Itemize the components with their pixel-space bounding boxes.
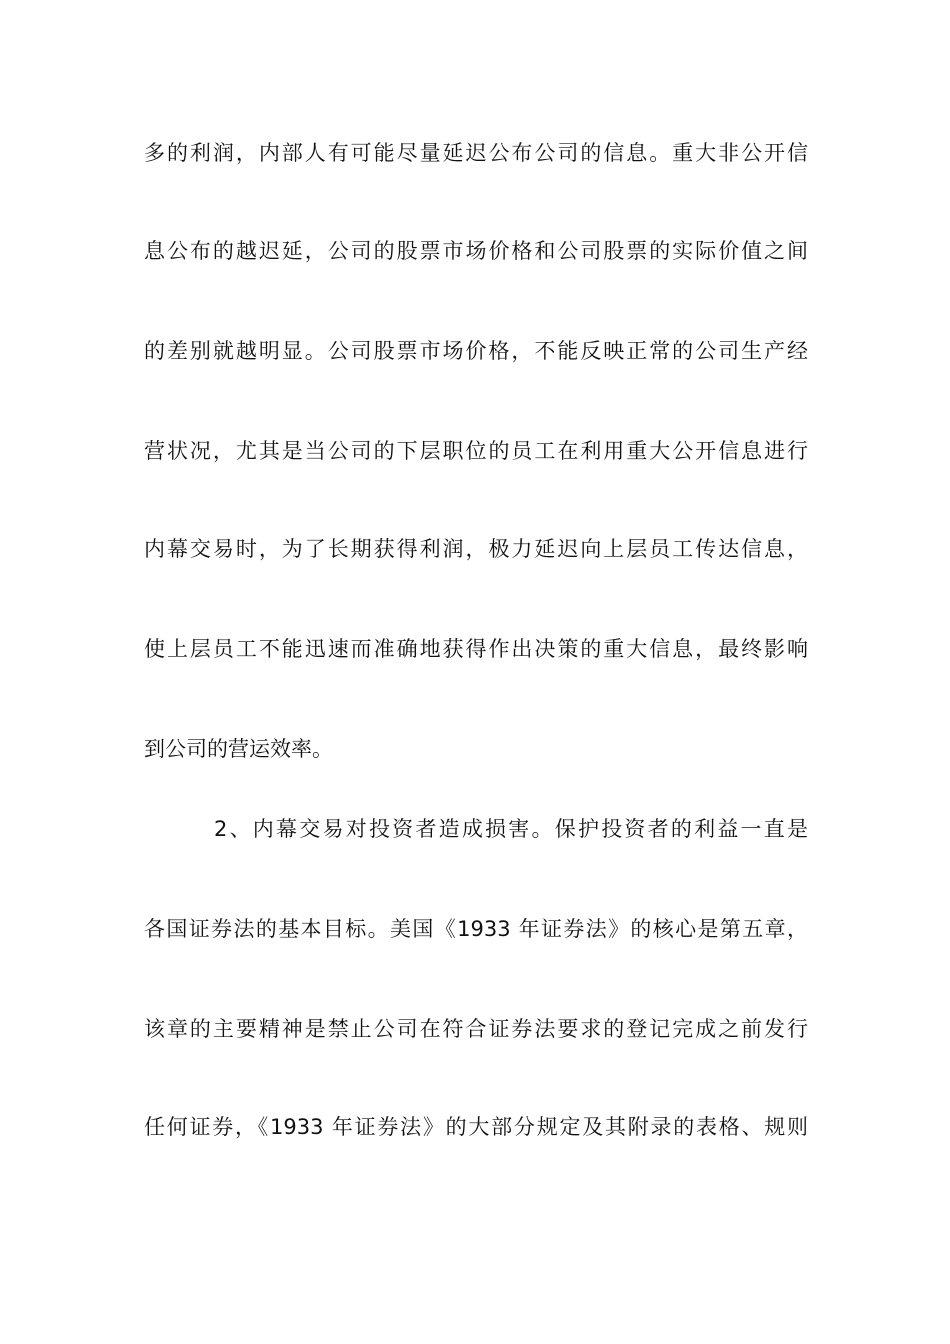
paragraph-line: 息公布的越迟延，公司的股票市场价格和公司股票的实际价值之间: [144, 239, 808, 263]
paragraph-line: 到公司的营运效率。: [144, 737, 333, 761]
paragraph-line: 使上层员工不能迅速而准确地获得作出决策的重大信息，最终影响: [144, 637, 808, 661]
paragraph-line-text: 2、内幕交易对投资者造成损害。保护投资者的利益一直是: [214, 817, 808, 841]
paragraph-line: 营状况，尤其是当公司的下层职位的员工在利用重大公开信息进行: [144, 439, 808, 463]
paragraph-line: 各国证券法的基本目标。美国《1933 年证券法》的核心是第五章，: [144, 917, 808, 941]
paragraph-line: 的差别就越明显。公司股票市场价格，不能反映正常的公司生产经: [144, 339, 808, 363]
paragraph-line-indented: [144, 814, 808, 844]
paragraph-line: 该章的主要精神是禁止公司在符合证券法要求的登记完成之前发行: [144, 1017, 808, 1041]
paragraph-line: 内幕交易时，为了长期获得利润，极力延迟向上层员工传达信息，: [144, 537, 808, 561]
paragraph-line: 任何证券，《1933 年证券法》的大部分规定及其附录的表格、规则: [144, 1115, 808, 1139]
paragraph-line: 多的利润，内部人有可能尽量延迟公布公司的信息。重大非公开信: [144, 141, 808, 165]
